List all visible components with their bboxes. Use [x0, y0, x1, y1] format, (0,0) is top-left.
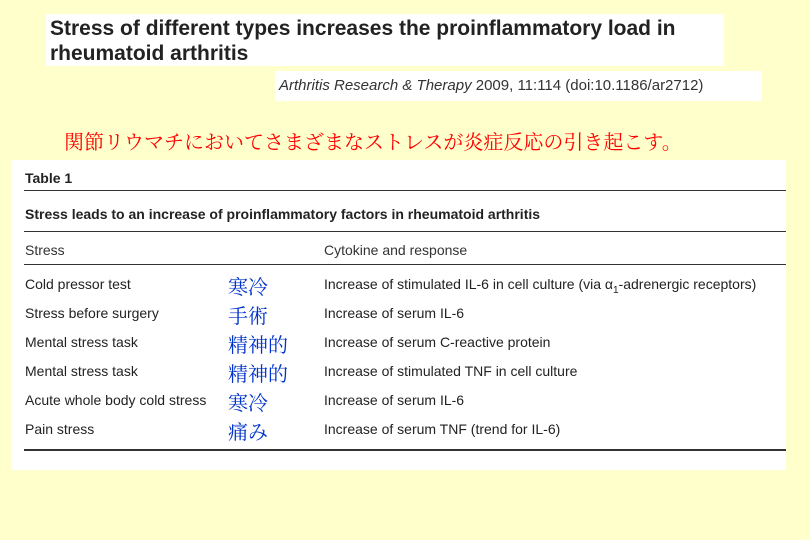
- table-row: [11, 271, 786, 300]
- stress-cell: Stress before surgery: [25, 305, 159, 321]
- table-rule-top: [24, 190, 786, 191]
- japanese-annotation: 寒冷: [228, 275, 268, 299]
- table-row: [11, 416, 786, 445]
- citation-details: 2009, 11:114 (doi:10.1186/ar2712): [471, 77, 704, 94]
- response-cell: [324, 276, 756, 296]
- stress-cell: Mental stress task: [25, 334, 138, 350]
- column-header-stress: Stress: [25, 242, 65, 258]
- table-number: Table 1: [25, 170, 73, 186]
- table-1: [11, 160, 786, 470]
- table-row: [11, 329, 786, 358]
- citation: [279, 77, 703, 94]
- response-subscript: 1: [613, 284, 619, 296]
- stress-cell: Pain stress: [25, 421, 95, 437]
- response-cell: Increase of serum C-reactive protein: [324, 334, 551, 350]
- japanese-annotation: 手術: [228, 304, 268, 328]
- stress-cell: Acute whole body cold stress: [25, 392, 207, 408]
- japanese-annotation: 痛み: [228, 420, 268, 444]
- table-rule-header: [24, 264, 786, 265]
- japanese-annotation: 精神的: [228, 333, 288, 357]
- article-title: Stress of different types increases the proinflammatory load in rheumatoid arthritis: [50, 17, 676, 65]
- japanese-annotation: 寒冷: [228, 391, 268, 415]
- stress-cell: Cold pressor test: [25, 276, 131, 292]
- response-text-end: -adrenergic receptors): [618, 276, 757, 292]
- japanese-annotation: 精神的: [228, 362, 288, 386]
- article-title-box: [46, 14, 724, 66]
- response-cell: Increase of serum IL-6: [324, 305, 465, 321]
- japanese-caption: 関節リウマチにおいてさまざまなストレスが炎症反応の引き起こす。: [64, 130, 682, 154]
- table-rule-caption: [24, 231, 786, 232]
- table-row: [11, 387, 786, 416]
- citation-box: [275, 71, 762, 101]
- column-header-response: Cytokine and response: [324, 242, 468, 258]
- table-caption: Stress leads to an increase of proinflammatory factors in rheumatoid arthritis: [25, 206, 541, 222]
- response-cell: Increase of serum TNF (trend for IL-6): [324, 421, 561, 437]
- response-cell: Increase of stimulated TNF in cell culture: [324, 363, 578, 379]
- response-text: Increase of stimulated IL-6 in cell culture (via α: [324, 276, 613, 292]
- table-row: [11, 300, 786, 329]
- stress-cell: Mental stress task: [25, 363, 138, 379]
- table-row: [11, 358, 786, 387]
- citation-journal: Arthritis Research & Therapy: [279, 77, 472, 94]
- table-rule-bottom: [24, 449, 786, 451]
- response-cell: Increase of serum IL-6: [324, 392, 465, 408]
